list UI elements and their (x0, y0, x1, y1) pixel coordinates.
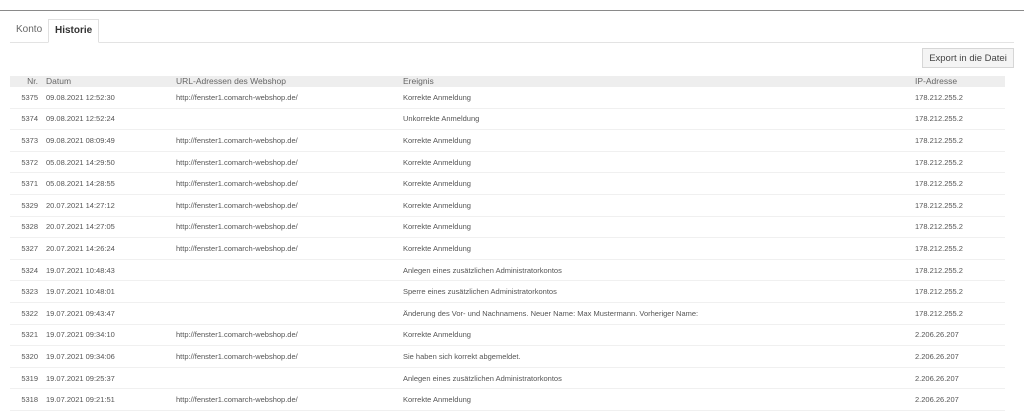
cell-ip: 2.206.26.207 (915, 367, 1005, 389)
cell-date: 19.07.2021 09:43:47 (42, 302, 170, 324)
cell-ip: 2.206.26.207 (915, 324, 1005, 346)
column-header-event[interactable]: Ereignis (397, 76, 915, 87)
cell-nr: 5322 (10, 302, 42, 324)
cell-ip: 178.212.255.2 (915, 108, 1005, 130)
cell-ip: 178.212.255.2 (915, 87, 1005, 108)
cell-nr: 5324 (10, 259, 42, 281)
cell-url (170, 302, 397, 324)
cell-event: Sie haben sich korrekt abgemeldet. (397, 346, 915, 368)
cell-ip: 178.212.255.2 (915, 281, 1005, 303)
cell-event: Korrekte Anmeldung (397, 194, 915, 216)
cell-event: Unkorrekte Anmeldung (397, 108, 915, 130)
table-row (10, 87, 1005, 108)
cell-date: 20.07.2021 14:27:05 (42, 216, 170, 238)
cell-nr: 5323 (10, 281, 42, 303)
table-row (10, 302, 1005, 324)
column-header-date[interactable]: Datum (42, 76, 170, 87)
cell-url (170, 108, 397, 130)
cell-url: http://fenster1.comarch-webshop.de/ (170, 216, 397, 238)
cell-nr: 5329 (10, 194, 42, 216)
cell-ip: 2.206.26.207 (915, 389, 1005, 411)
cell-event: Anlegen eines zusätzlichen Administratorkontos (397, 259, 915, 281)
cell-url: http://fenster1.comarch-webshop.de/ (170, 194, 397, 216)
table-header-row (10, 76, 1005, 87)
cell-url: http://fenster1.comarch-webshop.de/ (170, 238, 397, 260)
cell-url: http://fenster1.comarch-webshop.de/ (170, 130, 397, 152)
cell-date: 09.08.2021 12:52:30 (42, 87, 170, 108)
cell-date: 19.07.2021 10:48:43 (42, 259, 170, 281)
table-row (10, 259, 1005, 281)
cell-nr: 5373 (10, 130, 42, 152)
cell-nr: 5318 (10, 389, 42, 411)
cell-event: Korrekte Anmeldung (397, 389, 915, 411)
cell-nr: 5327 (10, 238, 42, 260)
cell-date: 19.07.2021 09:34:10 (42, 324, 170, 346)
cell-date: 09.08.2021 08:09:49 (42, 130, 170, 152)
cell-event: Korrekte Anmeldung (397, 151, 915, 173)
cell-date: 20.07.2021 14:27:12 (42, 194, 170, 216)
cell-nr: 5374 (10, 108, 42, 130)
column-header-url[interactable]: URL-Adressen des Webshop (170, 76, 397, 87)
cell-ip: 178.212.255.2 (915, 302, 1005, 324)
cell-nr: 5319 (10, 367, 42, 389)
table-row (10, 324, 1005, 346)
cell-event: Änderung des Vor- und Nachnamens. Neuer Name: Max Mustermann. Vorheriger Name: (397, 302, 915, 324)
table-row (10, 367, 1005, 389)
cell-date: 09.08.2021 12:52:24 (42, 108, 170, 130)
table-body (10, 87, 1005, 410)
cell-event: Korrekte Anmeldung (397, 87, 915, 108)
cell-date: 19.07.2021 09:25:37 (42, 367, 170, 389)
cell-event: Korrekte Anmeldung (397, 238, 915, 260)
column-header-ip[interactable]: IP-Adresse (915, 76, 1005, 87)
cell-nr: 5320 (10, 346, 42, 368)
export-button[interactable]: Export in die Datei (922, 48, 1014, 68)
cell-url: http://fenster1.comarch-webshop.de/ (170, 389, 397, 411)
cell-date: 05.08.2021 14:28:55 (42, 173, 170, 195)
cell-ip: 2.206.26.207 (915, 346, 1005, 368)
cell-ip: 178.212.255.2 (915, 130, 1005, 152)
tab-bar (10, 19, 1014, 43)
cell-url (170, 281, 397, 303)
cell-nr: 5375 (10, 87, 42, 108)
cell-url: http://fenster1.comarch-webshop.de/ (170, 173, 397, 195)
cell-url: http://fenster1.comarch-webshop.de/ (170, 346, 397, 368)
table-row (10, 281, 1005, 303)
cell-ip: 178.212.255.2 (915, 173, 1005, 195)
table-row (10, 346, 1005, 368)
cell-nr: 5371 (10, 173, 42, 195)
tab-konto[interactable]: Konto (16, 24, 43, 35)
table-row (10, 130, 1005, 152)
top-border (0, 10, 1024, 11)
cell-nr: 5321 (10, 324, 42, 346)
cell-url (170, 367, 397, 389)
cell-event: Sperre eines zusätzlichen Administratorkontos (397, 281, 915, 303)
cell-url (170, 259, 397, 281)
cell-ip: 178.212.255.2 (915, 151, 1005, 173)
table-row (10, 151, 1005, 173)
cell-event: Anlegen eines zusätzlichen Administratorkontos (397, 367, 915, 389)
table-row (10, 389, 1005, 411)
cell-event: Korrekte Anmeldung (397, 173, 915, 195)
cell-date: 19.07.2021 09:34:06 (42, 346, 170, 368)
table-row (10, 194, 1005, 216)
cell-date: 19.07.2021 10:48:01 (42, 281, 170, 303)
cell-url: http://fenster1.comarch-webshop.de/ (170, 324, 397, 346)
history-table (10, 76, 1005, 411)
cell-event: Korrekte Anmeldung (397, 130, 915, 152)
table-row (10, 238, 1005, 260)
cell-date: 19.07.2021 09:21:51 (42, 389, 170, 411)
cell-ip: 178.212.255.2 (915, 216, 1005, 238)
cell-event: Korrekte Anmeldung (397, 216, 915, 238)
cell-url: http://fenster1.comarch-webshop.de/ (170, 87, 397, 108)
cell-ip: 178.212.255.2 (915, 238, 1005, 260)
cell-ip: 178.212.255.2 (915, 194, 1005, 216)
table-row (10, 108, 1005, 130)
cell-nr: 5372 (10, 151, 42, 173)
table-row (10, 216, 1005, 238)
tab-historie[interactable]: Historie (48, 19, 99, 43)
table-row (10, 173, 1005, 195)
cell-ip: 178.212.255.2 (915, 259, 1005, 281)
cell-nr: 5328 (10, 216, 42, 238)
cell-event: Korrekte Anmeldung (397, 324, 915, 346)
cell-date: 05.08.2021 14:29:50 (42, 151, 170, 173)
column-header-nr[interactable]: Nr. (10, 76, 42, 87)
cell-date: 20.07.2021 14:26:24 (42, 238, 170, 260)
cell-url: http://fenster1.comarch-webshop.de/ (170, 151, 397, 173)
